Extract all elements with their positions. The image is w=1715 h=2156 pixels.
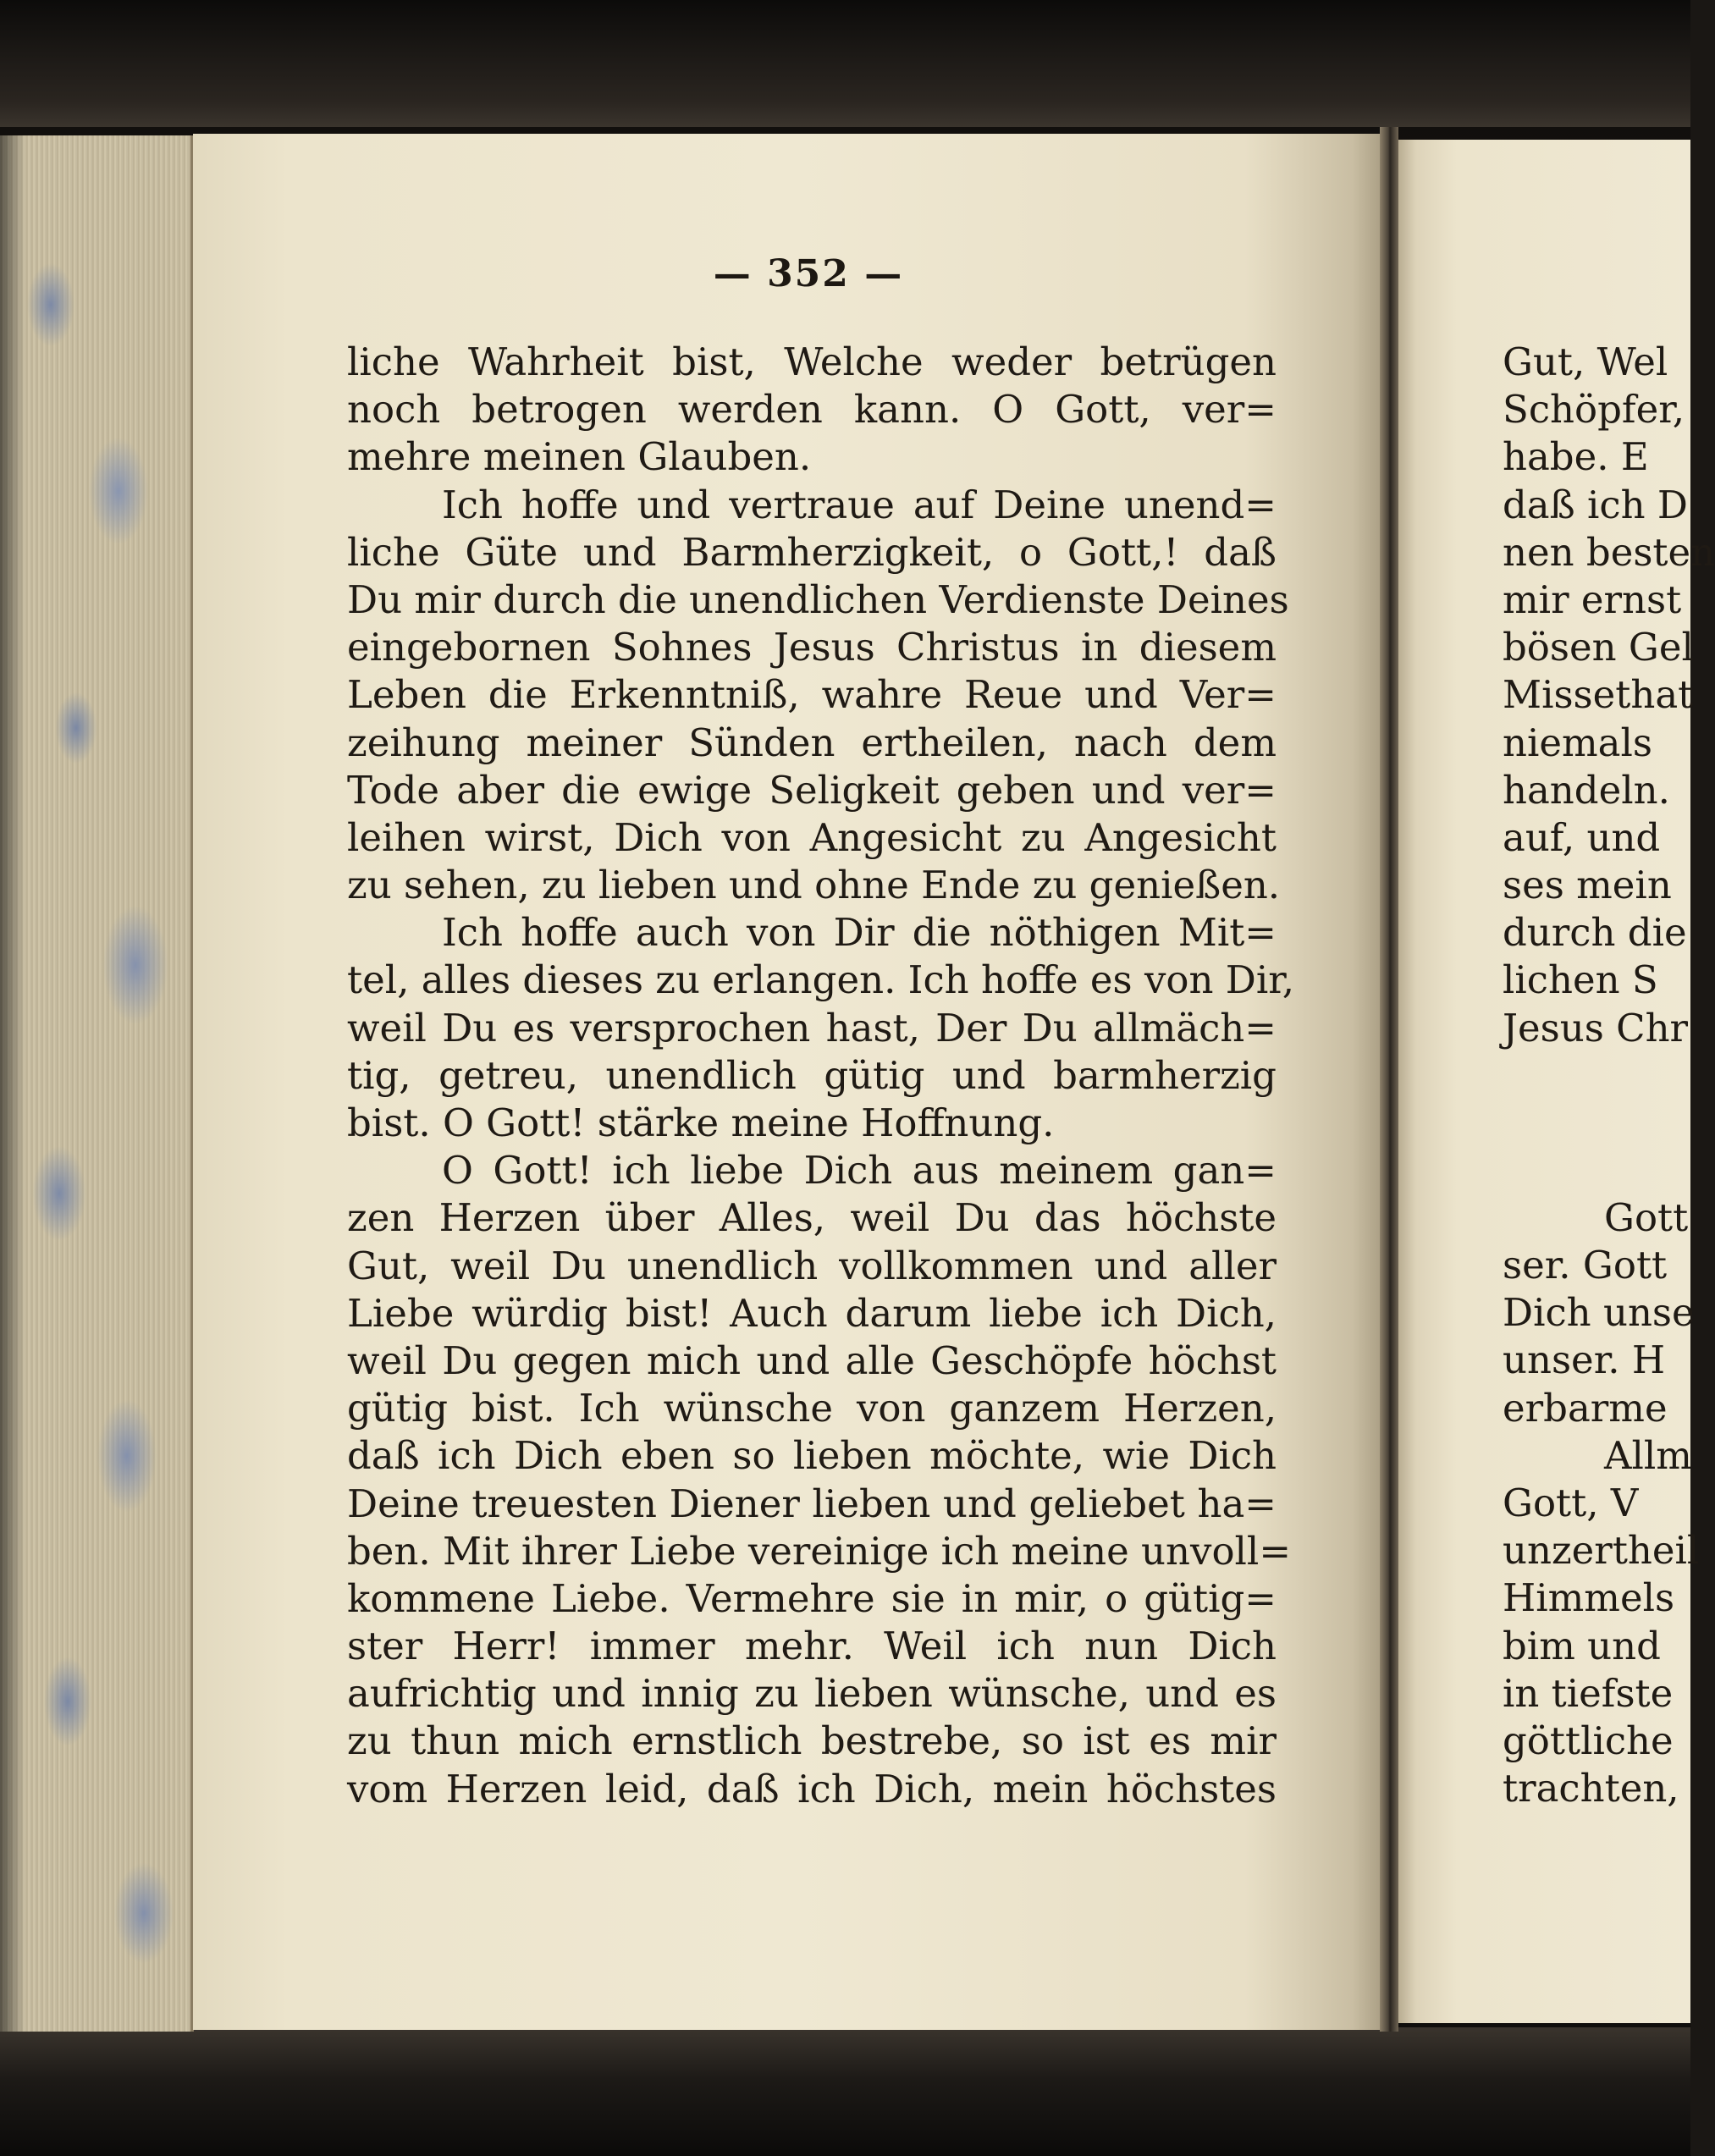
- section-gap: [1503, 1052, 1690, 1194]
- text-line: kommene Liebe. Vermehre sie in mir, o gütig=: [347, 1575, 1277, 1621]
- right-page-text: [1503, 339, 1715, 1812]
- text-line: auf, und: [1503, 814, 1661, 860]
- book-cover-top: [0, 0, 1690, 127]
- text-line: Ich hoffe und vertraue auf Deine unend=: [442, 482, 1277, 527]
- text-line: Du mir durch die unendlichen Verdienste Deines: [347, 576, 1289, 622]
- text-line: mehre meinen Glauben.: [347, 434, 812, 480]
- text-line: erbarme: [1503, 1385, 1668, 1431]
- text-line: zeihung meiner Sünden ertheilen, nach dem: [347, 720, 1277, 765]
- text-line: noch betrogen werden kann. O Gott, ver=: [347, 387, 1277, 433]
- text-line: unzertheil: [1503, 1528, 1700, 1574]
- text-line: bösen Gel: [1503, 625, 1694, 670]
- page-block-edge: [0, 135, 194, 2032]
- text-line: nen besten: [1503, 529, 1715, 575]
- text-line: eingebornen Sohnes Jesus Christus in diesem: [347, 625, 1277, 670]
- text-line: handeln.: [1503, 767, 1670, 813]
- text-line: Gott, V: [1503, 1480, 1639, 1525]
- text-line: zu thun mich ernstlich bestrebe, so ist es mir: [347, 1718, 1277, 1764]
- text-line: Gut, Wel: [1503, 339, 1668, 384]
- text-line: Gut, weil Du unendlich vollkommen und aller: [347, 1243, 1277, 1288]
- text-line: ben. Mit ihrer Liebe vereinige ich meine unvoll=: [347, 1528, 1292, 1574]
- book-cover-bottom: [0, 2027, 1690, 2156]
- text-line: daß ich D: [1503, 482, 1688, 527]
- text-line: aufrichtig und innig zu lieben wünsche, und es: [347, 1671, 1277, 1717]
- text-line: Liebe würdig bist! Auch darum liebe ich Dich,: [347, 1290, 1277, 1336]
- text-line: bim und: [1503, 1623, 1661, 1668]
- text-line: ster Herr! immer mehr. Weil ich nun Dich: [347, 1624, 1277, 1669]
- text-line: trachten,: [1503, 1766, 1679, 1811]
- text-line: Himmels: [1503, 1575, 1675, 1621]
- text-line: Schöpfer,: [1503, 387, 1685, 433]
- text-line: Leben die Erkenntniß, wahre Reue und Ver=: [347, 672, 1277, 718]
- text-line: tig, getreu, unendlich gütig und barmherzig: [347, 1052, 1277, 1098]
- text-line: liche Güte und Barmherzigkeit, o Gott,! daß: [347, 529, 1277, 575]
- text-line: Jesus Chr: [1503, 1005, 1689, 1050]
- text-line: unser. H: [1503, 1337, 1666, 1383]
- text-line: durch die: [1503, 910, 1687, 956]
- text-line: liche Wahrheit bist, Welche weder betrügen: [347, 339, 1277, 384]
- left-page-text: [347, 339, 1295, 1813]
- text-line: Ich hoffe auch von Dir die nöthigen Mit=: [442, 910, 1277, 956]
- text-line: O Gott! ich liebe Dich aus meinem gan=: [442, 1148, 1277, 1194]
- text-line: daß ich Dich eben so lieben möchte, wie Dich: [347, 1433, 1277, 1479]
- text-line: Deine treuesten Diener lieben und geliebet ha=: [347, 1481, 1277, 1526]
- text-line: zen Herzen über Alles, weil Du das höchste: [347, 1195, 1277, 1241]
- text-line: lichen S: [1503, 957, 1658, 1003]
- text-line: vom Herzen leid, daß ich Dich, mein höchstes: [347, 1766, 1277, 1811]
- text-line: Tode aber die ewige Seligkeit geben und ver=: [347, 767, 1277, 813]
- edge-shadow: [0, 135, 25, 2032]
- text-line: göttliche: [1503, 1718, 1674, 1763]
- text-line: leihen wirst, Dich von Angesicht zu Angesicht: [347, 814, 1277, 860]
- book-gutter: [1380, 127, 1398, 2032]
- text-line: weil Du es versprochen hast, Der Du allmäch=: [347, 1005, 1277, 1050]
- text-line: tel, alles dieses zu erlangen. Ich hoffe es von Dir,: [347, 957, 1295, 1003]
- text-line: mir ernst: [1503, 576, 1682, 622]
- text-line: ses mein: [1503, 863, 1672, 908]
- text-line: bist. O Gott! stärke meine Hoffnung.: [347, 1100, 1055, 1145]
- text-line: Dich unse: [1503, 1290, 1695, 1336]
- text-line: Missethat: [1503, 672, 1694, 718]
- text-line: gütig bist. Ich wünsche von ganzem Herzen,: [347, 1386, 1277, 1431]
- text-line: weil Du gegen mich und alle Geschöpfe höchst: [347, 1337, 1277, 1383]
- page-number: — 352 —: [713, 252, 904, 295]
- text-line: niemals: [1503, 720, 1652, 765]
- text-line: Allm: [1604, 1432, 1692, 1478]
- text-line: in tiefste: [1503, 1670, 1674, 1716]
- text-line: ser. Gott: [1503, 1243, 1668, 1288]
- text-line: habe. E: [1503, 434, 1649, 480]
- text-line: Gott: [1604, 1194, 1689, 1240]
- text-line: zu sehen, zu lieben und ohne Ende zu genießen.: [347, 863, 1281, 908]
